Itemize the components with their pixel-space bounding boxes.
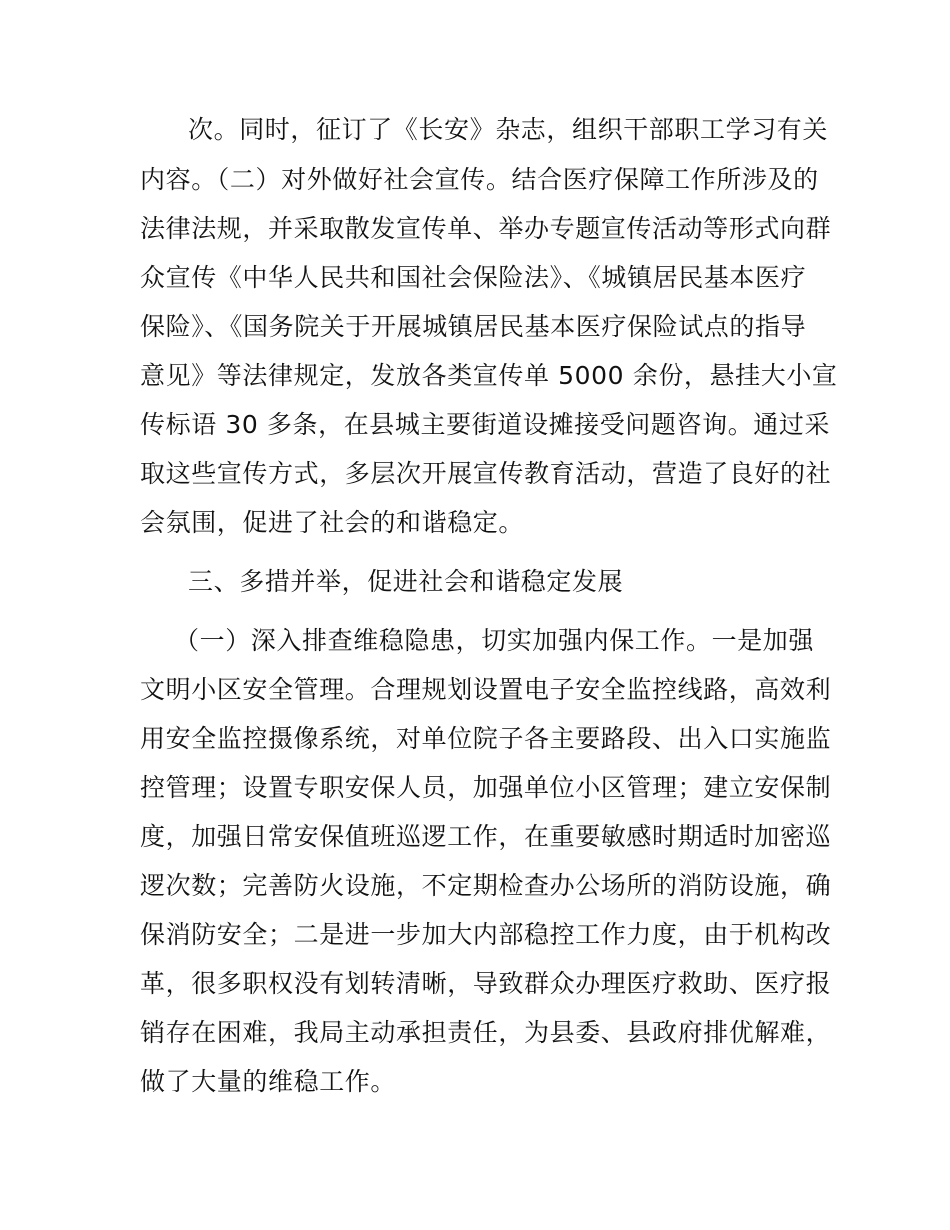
paragraph-line: 销存在困难，我局主动承担责任，为县委、县政府排优解难， [140, 1018, 832, 1047]
paragraph-line: 用安全监控摄像系统，对单位院子各主要路段、出入口实施监 [140, 724, 832, 753]
paragraph-line: 度，加强日常安保值班巡逻工作，在重要敏感时期适时加密巡 [140, 822, 832, 851]
paragraph-line: 逻次数；完善防火设施，不定期检查办公场所的消防设施，确 [140, 871, 832, 900]
paragraph-line: 意见》等法律规定，发放各类宣传单 5000 余份，悬挂大小宣 [140, 361, 838, 390]
paragraph-line: 传标语 30 多条，在县城主要街道设摊接受问题咨询。通过采 [140, 410, 831, 439]
paragraph-line: 控管理；设置专职安保人员，加强单位小区管理；建立安保制 [140, 773, 832, 802]
paragraph-line: 法律法规，并采取散发宣传单、举办专题宣传活动等形式向群 [140, 214, 832, 243]
paragraph-line: （一）深入排查维稳隐患，切实加强内保工作。一是加强 [174, 626, 815, 655]
paragraph-line: 会氛围，促进了社会的和谐稳定。 [140, 508, 525, 537]
paragraph-line: 内容。（二）对外做好社会宣传。结合医疗保障工作所涉及的 [140, 165, 819, 194]
paragraph-line: 做了大量的维稳工作。 [140, 1067, 397, 1096]
paragraph-line: 革，很多职权没有划转清晰，导致群众办理医疗救助、医疗报 [140, 969, 832, 998]
paragraph-line: 取这些宣传方式，多层次开展宣传教育活动，营造了良好的社 [140, 459, 832, 488]
paragraph-line: 文明小区安全管理。合理规划设置电子安全监控线路，高效利 [140, 675, 832, 704]
paragraph-line: 次。同时，征订了《长安》杂志，组织干部职工学习有关 [188, 115, 829, 144]
paragraph-line: 保消防安全；二是进一步加大内部稳控工作力度，由于机构改 [140, 920, 832, 949]
section-heading: 三、多措并举，促进社会和谐稳定发展 [188, 567, 624, 596]
paragraph-line: 保险》、《国务院关于开展城镇居民基本医疗保险试点的指导 [140, 312, 807, 341]
paragraph-line: 众宣传《中华人民共和国社会保险法》、《城镇居民基本医疗 [140, 263, 807, 292]
